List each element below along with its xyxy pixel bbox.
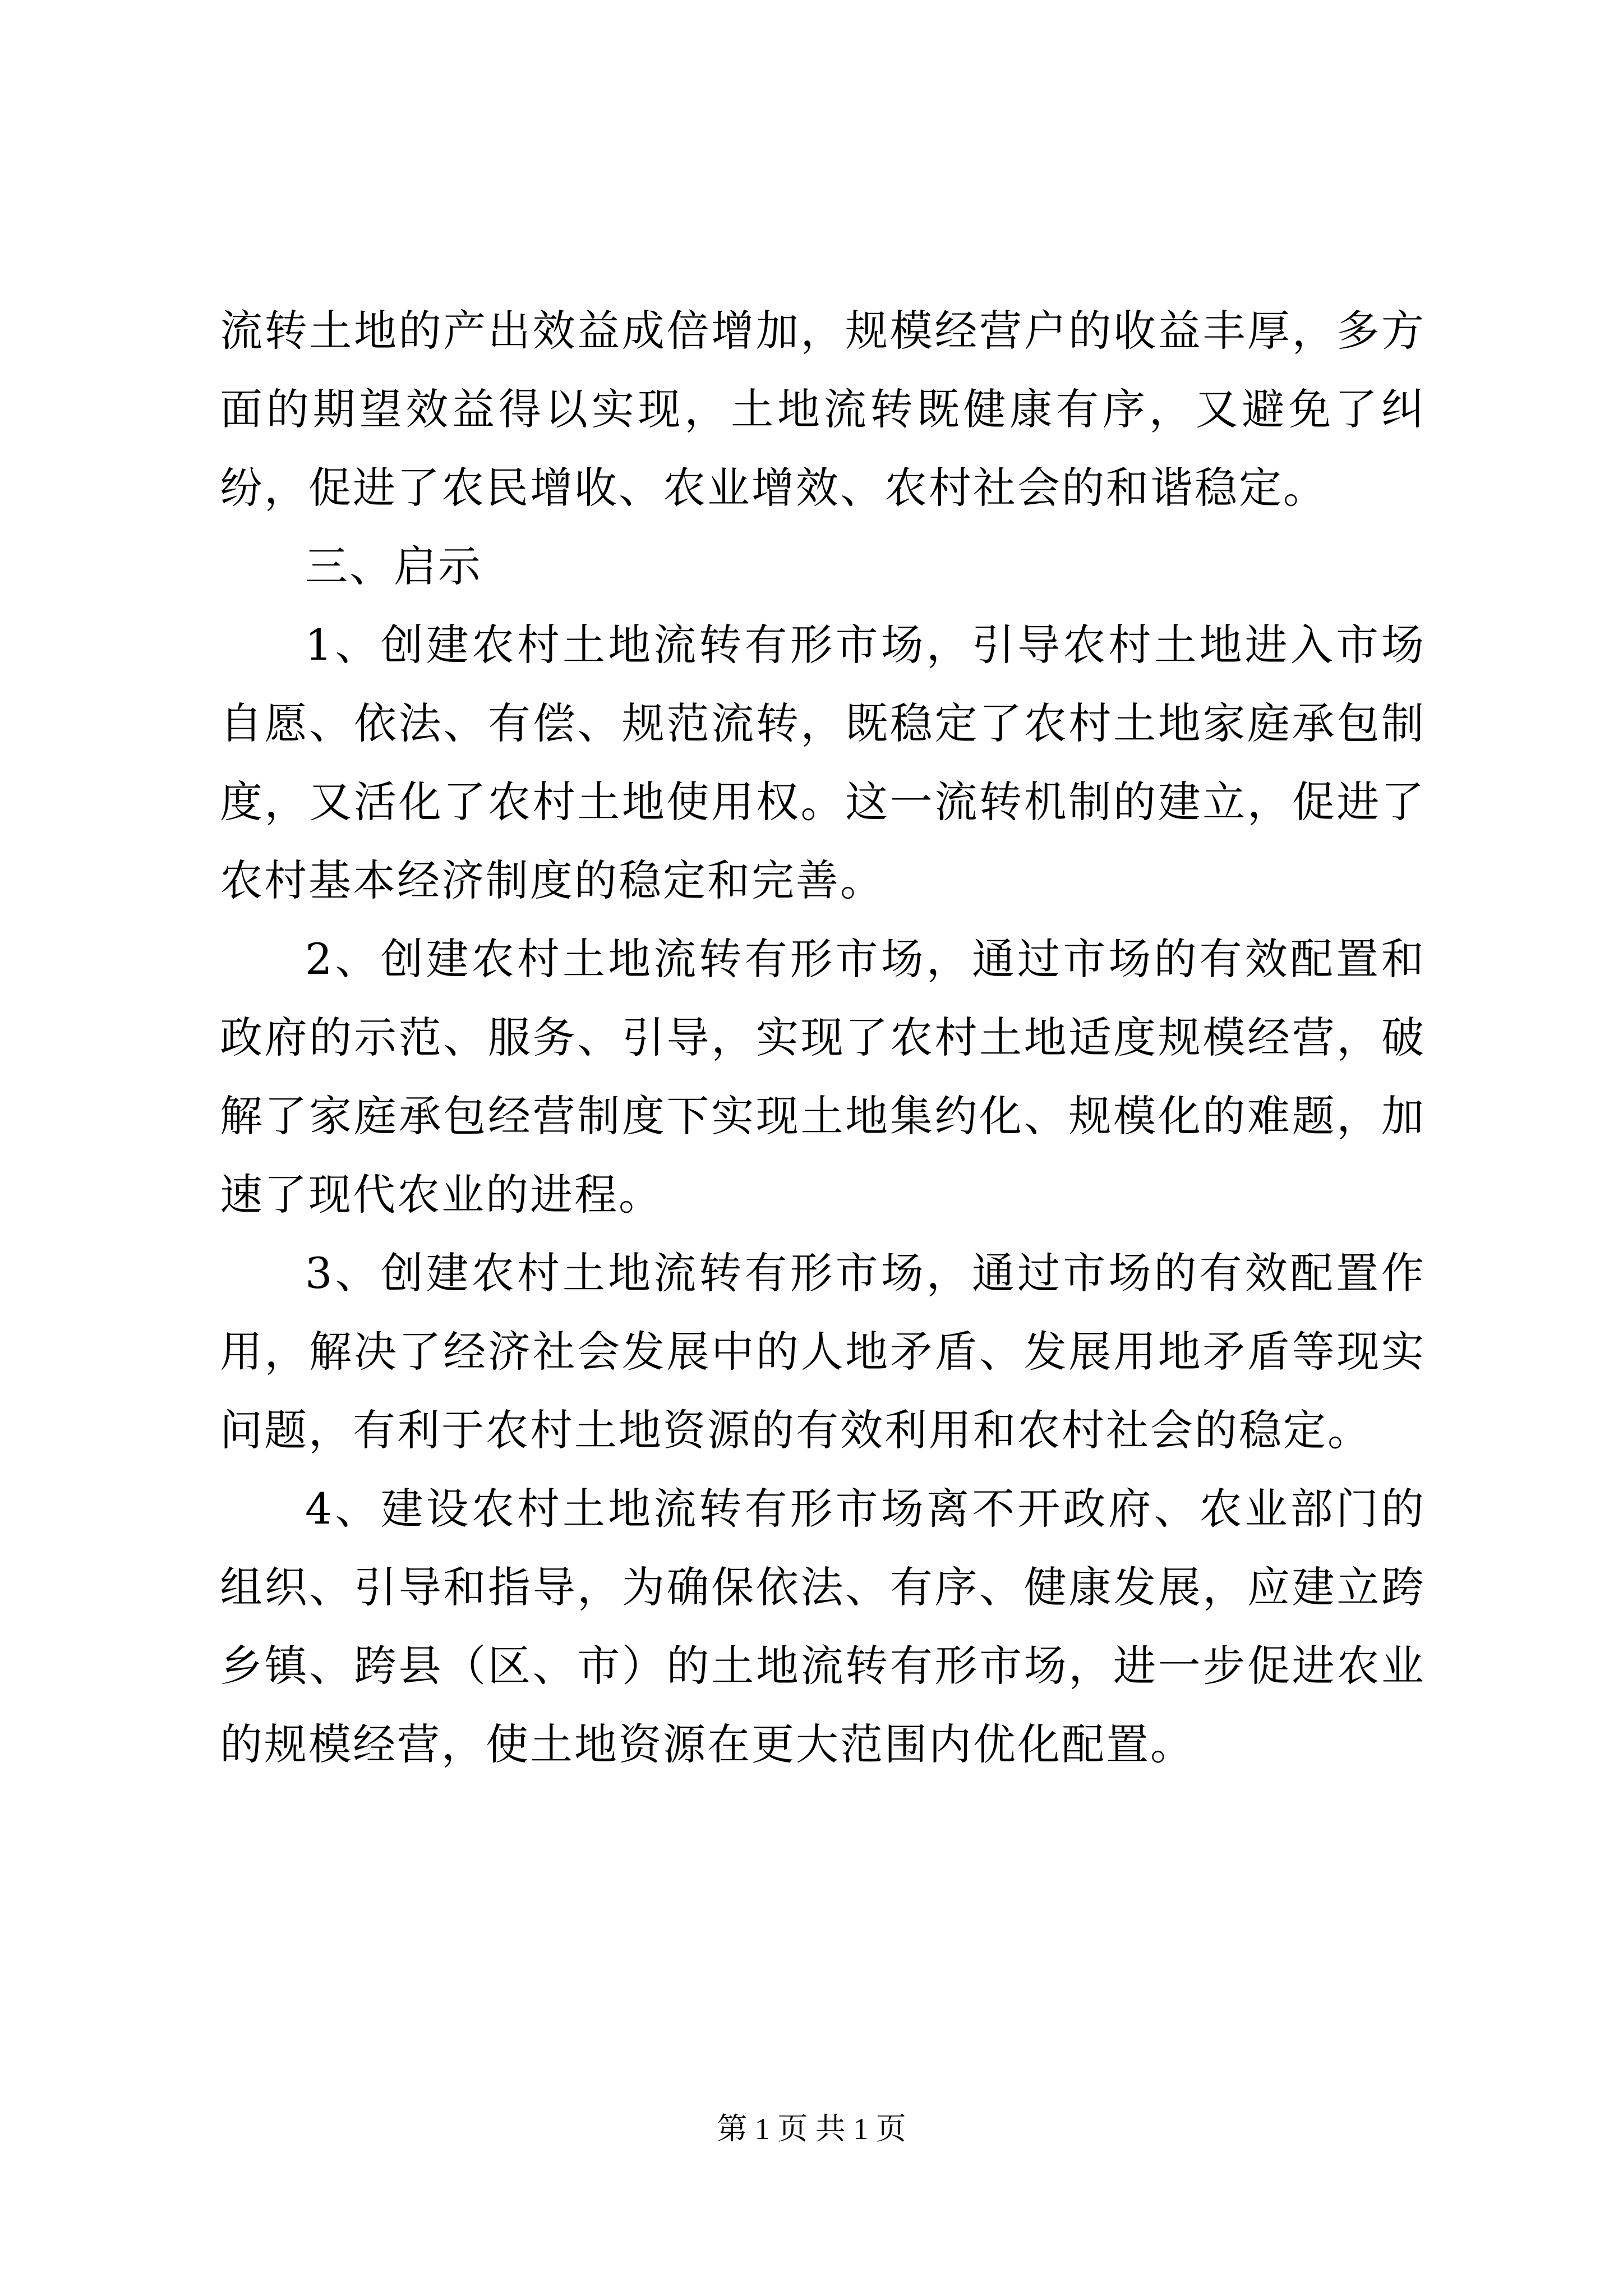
document-body <box>220 292 1426 1784</box>
paragraph-item-3: 3、创建农村土地流转有形市场，通过市场的有效配置作用，解决了经济社会发展中的人地矛盾、发展用地矛盾等现实问题，有利于农村土地资源的有效利用和农村社会的稳定。 <box>220 1248 1426 1455</box>
section-heading: 三、启示 <box>305 541 482 591</box>
paragraph-continuation: 流转土地的产出效益成倍增加，规模经营户的收益丰厚，多方面的期望效益得以实现，土地流转既健康有序，又避免了纠纷，促进了农民增收、农业增效、农村社会的和谐稳定。 <box>220 306 1426 513</box>
paragraph-item-4: 4、建设农村土地流转有形市场离不开政府、农业部门的组织、引导和指导，为确保依法、有序、健康发展，应建立跨乡镇、跨县（区、市）的土地流转有形市场，进一步促进农业的规模经营，使土地资源在更大范围内优化配置。 <box>220 1484 1426 1769</box>
paragraph-item-1: 1、创建农村土地流转有形市场，引导农村土地进入市场自愿、依法、有偿、规范流转，既稳定了农村土地家庭承包制度，又活化了农村土地使用权。这一流转机制的建立，促进了农村基本经济制度的稳定和完善。 <box>220 620 1426 905</box>
paragraph-item-2: 2、创建农村土地流转有形市场，通过市场的有效配置和政府的示范、服务、引导，实现了农村土地适度规模经营，破解了家庭承包经营制度下实现土地集约化、规模化的难题，加速了现代农业的进程。 <box>220 934 1426 1220</box>
page-footer: 第 1 页 共 1 页 <box>717 2112 906 2146</box>
